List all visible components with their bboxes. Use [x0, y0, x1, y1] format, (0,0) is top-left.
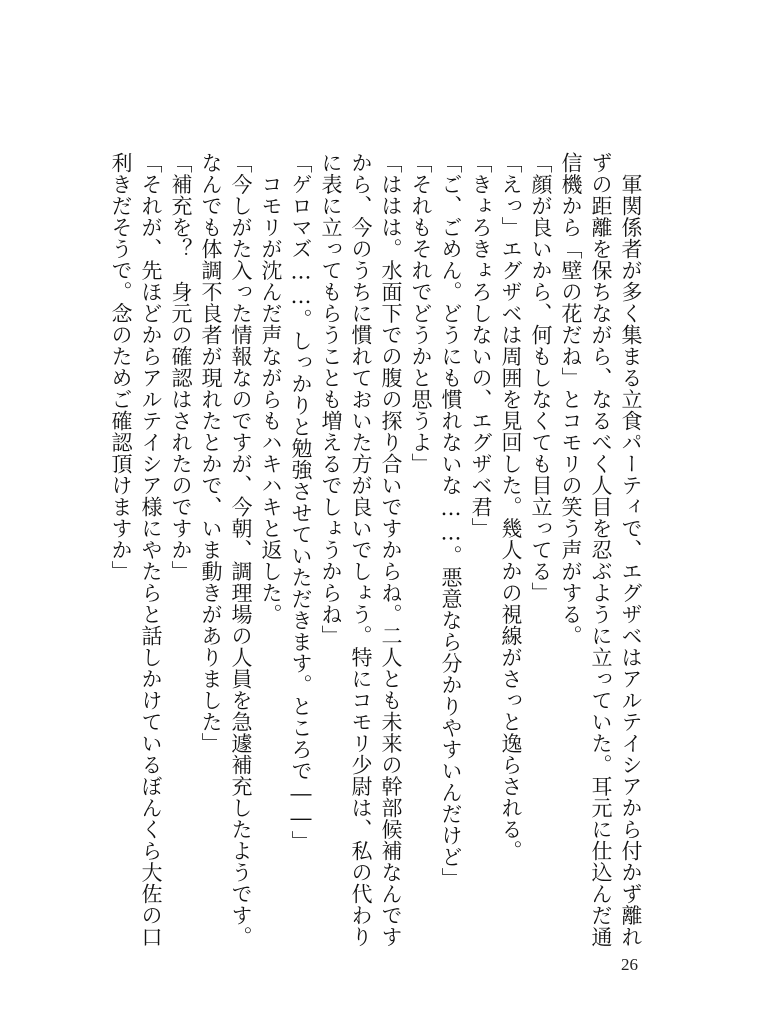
body-text	[106, 152, 646, 948]
text-line: 「それが、先ほどからアルテイシア様にやたらと話しかけているぼんくら大佐の口	[139, 152, 163, 948]
text-line: なんでも体調不良者が現れたとかで、いま動きがありました」	[199, 152, 223, 754]
text-line: 「ははは。水面下での腹の探り合いですからね。二人とも未来の幹部候補なんです	[379, 152, 403, 948]
text-line: ずの距離を保ちながら、なるべく人目を忍ぶように立っていた。耳元に仕込んだ通	[589, 152, 613, 948]
text-line: から、今のうちに慣れておいた方が良いでしょう。特にコモリ少尉は、私の代わり	[349, 152, 373, 948]
text-line: 利きだそうで。念のためご確認頂けますか」	[109, 152, 133, 582]
text-line: 「今しがた入った情報なのですが、今朝、調理場の人員を急遽補充したようです。	[229, 152, 253, 948]
text-line: 「きょろきょろしないの、エグザベ君」	[469, 152, 493, 539]
text-line: 「補充を？ 身元の確認はされたのですか」	[169, 152, 193, 582]
text-line: に表に立ってもらうことも増えるでしょうからね」	[319, 152, 343, 647]
page-number: 26	[621, 955, 638, 974]
text-line: コモリが沈んだ声ながらもハキハキと返した。	[259, 152, 283, 625]
text-line: 「ご、ごめん。どうにも慣れないな……。悪意なら分かりやすいんだけど」	[439, 152, 463, 889]
text-line: 「えっ」エグザベは周囲を見回した。幾人かの視線がさっと逸らされる。	[499, 152, 523, 862]
text-line: 信機から「壁の花だね」とコモリの笑う声がする。	[559, 152, 583, 647]
text-line: 「顔が良いから、何もしなくても目立ってる」	[529, 152, 553, 604]
text-line: 「ゲロマズ……。しっかりと勉強させていただきます。ところで――」	[289, 152, 313, 852]
text-line: 「それもそれでどうかと思うよ」	[409, 152, 433, 475]
text-line: 軍関係者が多く集まる立食パーティで、エグザベはアルテイシアから付かず離れ	[619, 152, 643, 948]
